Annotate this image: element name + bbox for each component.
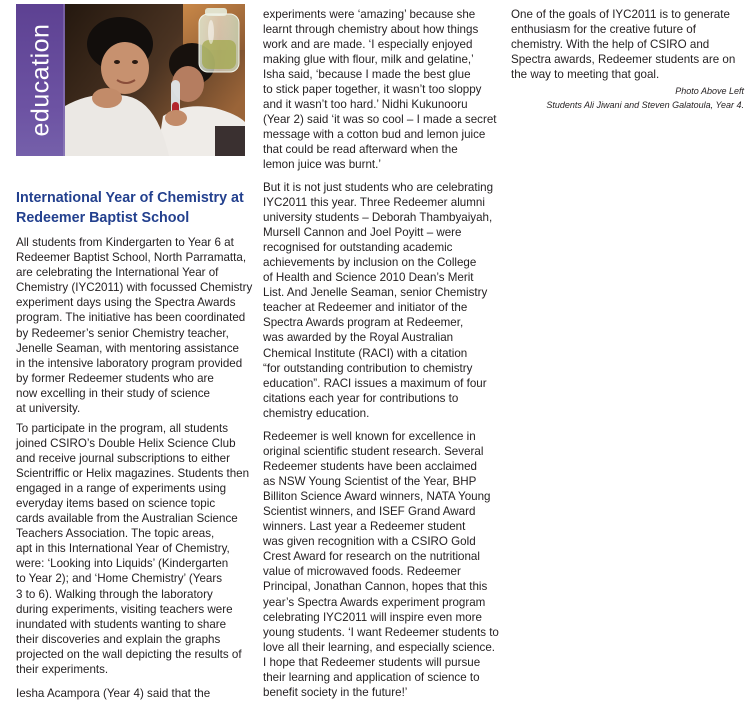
text-line: and it wasn’t too hard.’ Nidhi Kukunooru (263, 98, 468, 112)
article-title-line: International Year of Chemistry at (16, 190, 244, 206)
text-line: inundated with students wanting to share (16, 617, 227, 631)
text-line: Redeemer is well known for excellence in (263, 429, 476, 443)
text-line: I hope that Redeemer students will pursue (263, 655, 481, 669)
text-line: were: ‘Looking into Liquids’ (Kindergarten (16, 557, 229, 571)
paragraph (16, 421, 249, 678)
text-line: everyday items based on science topic (16, 496, 216, 510)
paragraph (16, 235, 252, 416)
text-line: university students – Deborah Thambyaiyah, (263, 210, 493, 224)
text-line: One of the goals of IYC2011 is to generate (511, 7, 730, 21)
text-line: by Redeemer’s senior Chemistry teacher, (16, 326, 229, 340)
text-line: now excelling in their study of science (16, 386, 210, 400)
text-line: chemistry. With the help of CSIRO and (511, 37, 710, 51)
paragraph (16, 686, 210, 701)
article-title-line: Redeemer Baptist School (16, 210, 190, 226)
paragraph (263, 180, 493, 422)
article-title (16, 188, 244, 228)
text-line: program. The initiative has been coordinated (16, 311, 246, 325)
text-line: message with a cotton bud and lemon juice (263, 128, 486, 142)
text-line: “for outstanding contribution to chemistry (263, 361, 473, 375)
text-line: Spectra Awards program at Redeemer, (263, 316, 464, 330)
text-line: their experiments. (16, 663, 109, 676)
text-line: All students from Kindergarten to Year 6 at (16, 236, 234, 249)
text-line: celebrating IYC2011 will inspire even more (263, 610, 482, 624)
text-line: chemistry education. (263, 406, 370, 420)
text-line: benefit society in the future!’ (263, 686, 408, 700)
text-line: Billiton Science Award winners, NATA Young (263, 489, 491, 503)
caption-text: Students Ali Jiwani and Steven Galatoula, Year 4. (546, 100, 744, 110)
caption-label: Photo Above Left (675, 86, 744, 96)
article-photo (16, 4, 245, 156)
text-line: winners. Last year a Redeemer student (263, 520, 466, 534)
text-line: at university. (16, 402, 81, 416)
text-line: But it is not just students who are celebrating (263, 180, 494, 194)
text-line: Mursell Cannon and Joel Poyitt – were (263, 225, 462, 239)
text-line: that could be read afterward when the (263, 143, 458, 157)
text-line: teacher at Redeemer and initiator of the (263, 301, 468, 315)
text-line: was awarded by the Royal Australian (263, 331, 454, 345)
photo-caption (546, 84, 744, 112)
text-line: Scientriffic or Helix magazines. Students then (16, 466, 250, 480)
text-line: Crest Award for research on the nutritional (263, 550, 480, 564)
text-line: in the intensive laboratory program provided (16, 356, 243, 370)
text-line: cards available from the Australian Science (16, 512, 238, 526)
text-line: learnt through chemistry about how things (263, 22, 479, 36)
text-line: IYC2011 this year. Three Redeemer alumni (263, 195, 485, 209)
text-line: to stick paper together, it wasn’t too sloppy (263, 82, 482, 96)
text-line: Teachers Association. The topic areas, (16, 527, 215, 541)
text-line: as NSW Young Scientist of the Year, BHP (263, 474, 477, 488)
text-line: Iesha Acampora (Year 4) said that the (16, 686, 211, 700)
text-line: Redeemer students have been acclaimed (263, 459, 477, 473)
text-line: the way to meeting that goal. (511, 67, 660, 81)
text-line: education”. RACI issues a maximum of four (263, 376, 487, 390)
text-line: Scientist winners, and ISEF Grand Award (263, 504, 476, 518)
student-photo (65, 4, 245, 156)
text-line: projected on the wall depicting the results of (16, 647, 242, 661)
text-line: making glue with flour, milk and gelatine,’ (263, 52, 474, 66)
paragraph (263, 7, 497, 173)
text-line: was given recognition with a CSIRO Gold (263, 535, 476, 549)
text-line: enthusiasm for the creative future of (511, 22, 696, 36)
text-line: Spectra awards, Redeemer students are on (511, 52, 736, 66)
text-line: experiment days using the Spectra Awards (16, 296, 236, 310)
text-line: experiments were ‘amazing’ because she (263, 7, 476, 21)
text-line: during experiments, visiting teachers were (16, 602, 233, 616)
glass-jar (199, 8, 239, 72)
text-line: joined CSIRO’s Double Helix Science Club (16, 436, 236, 450)
text-line: Redeemer Baptist School, North Parramatta, (16, 251, 247, 265)
text-line: are celebrating the International Year of (16, 266, 219, 280)
text-line: original scientific student research. Several (263, 444, 484, 458)
text-line: young students. ‘I want Redeemer students to (263, 625, 499, 639)
text-line: List. And Jenelle Seaman, senior Chemistry (263, 286, 488, 300)
text-line: by former Redeemer students who are (16, 371, 214, 385)
text-line: their discoveries and explain the graphs (16, 632, 221, 646)
section-label: education (26, 23, 54, 137)
text-line: recognised for outstanding academic (263, 240, 453, 254)
text-line: and receive journal subscriptions to either (16, 451, 230, 465)
text-line: achievements by inclusion on the College (263, 255, 477, 269)
text-line: work and are made. ‘I especially enjoyed (263, 37, 473, 51)
text-line: love all their learning, and especially science. (263, 640, 496, 654)
text-line: Chemical Institute (RACI) with a citation (263, 346, 468, 360)
text-line: year’s Spectra Awards experiment program (263, 595, 486, 609)
text-line: 3 to 6). Walking through the laboratory (16, 587, 213, 601)
text-line: Chemistry (IYC2011) with focussed Chemistry (16, 281, 253, 295)
text-line: To participate in the program, all students (16, 421, 229, 435)
text-line: engaged in a range of experiments using (16, 481, 227, 495)
text-line: lemon juice was burnt.’ (263, 158, 381, 172)
text-line: of Health and Science 2010 Dean’s Merit (263, 271, 474, 285)
text-line: their learning and application of science to (263, 671, 480, 684)
text-line: citations each year for contributions to (263, 391, 459, 405)
paragraph (263, 429, 499, 701)
text-line: value of microwaved foods. Redeemer (263, 565, 461, 579)
photo-scene (65, 4, 245, 156)
text-line: to Year 2); and ‘Home Chemistry’ (Years (16, 572, 222, 586)
text-line: Principal, Jonathan Cannon, hopes that this (263, 580, 488, 594)
text-line: (Year 2) said ‘it was so cool – I made a secret (263, 113, 497, 127)
section-band (16, 4, 65, 156)
text-line: Jenelle Seaman, with mentoring assistance (16, 341, 239, 355)
text-line: Isha said, ‘because I made the best glue (263, 67, 471, 81)
text-line: apt in this International Year of Chemistry, (16, 542, 230, 556)
paragraph (511, 7, 735, 82)
